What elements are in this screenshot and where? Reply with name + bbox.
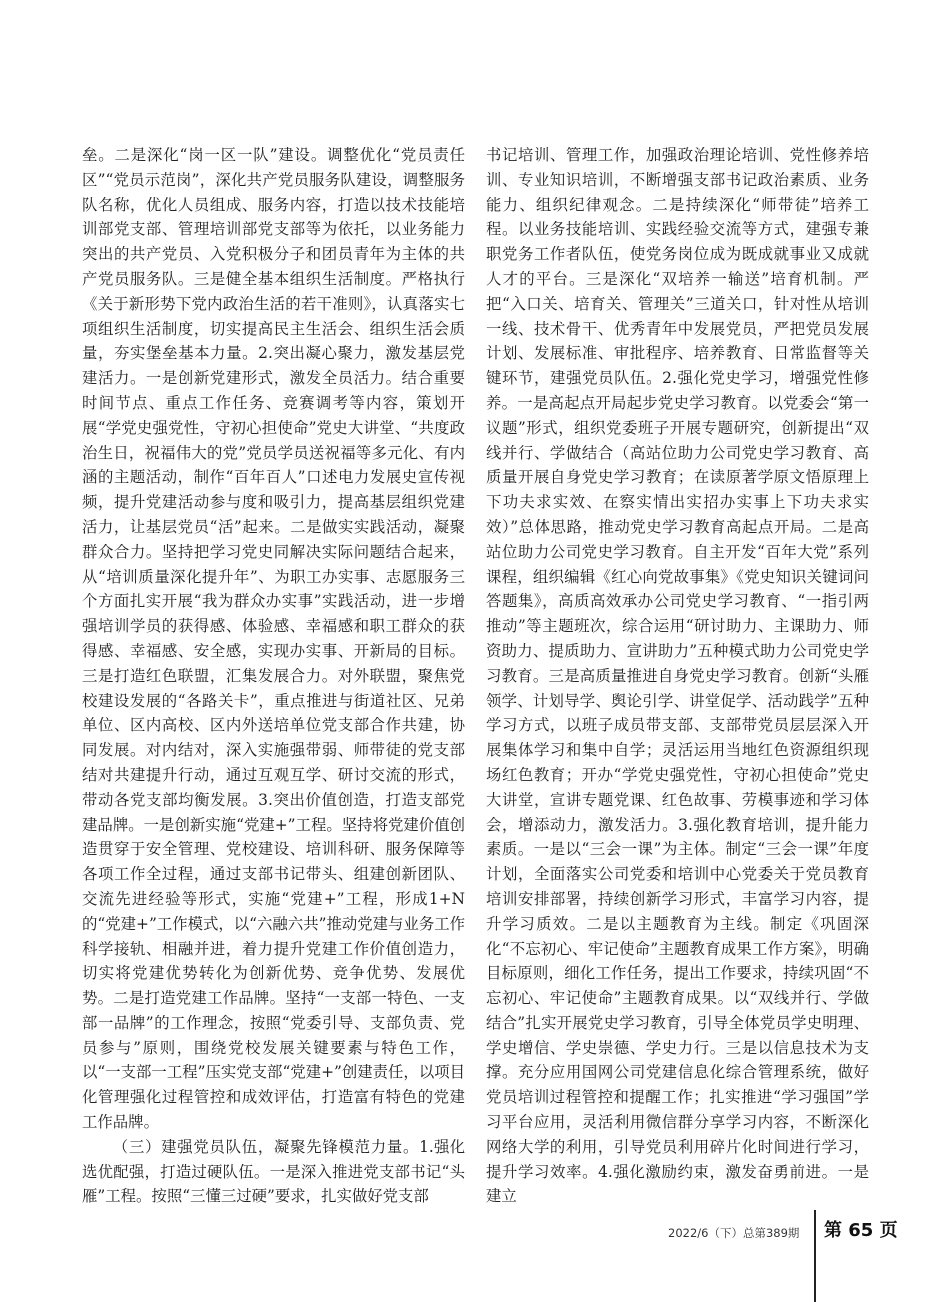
body-paragraph: 垒。二是深化“岗一区一队”建设。调整优化“党员责任区”“党员示范岗”，深化共产党员服务队建设，调整服务队名称，优化人员组成、服务内容，打造以技术技能培训部党支部、管理培训部党支部等为依托，以业务能力突出的共产党员、入党积极分子和团员青年为主体的共产党员服务队。三是健全基本组织生活制度。严格执行《关于新形势下党内政治生活的若干准则》，认真落实七项组织生活制度，切实提高民主生活会、组织生活会质量，夯实堡垒基本力量。2.突出凝心聚力，激发基层党建活力。一是创新党建形式，激发全员活力。结合重要时间节点、重点工作任务、竞赛调考等内容，策划开展“学党史强党性，守初心担使命”党史大讲堂、“共度政治生日，祝福伟大的党”党员学员送祝福等多元化、有内涵的主题活动，制作“百年百人”口述电力发展史宣传视频，提升党建活动参与度和吸引力，提高基层组织党建活力，让基层党员“活”起来。二是做实实践活动，凝聚群众合力。坚持把学习党史同解决实际问题结合起来，从“培训质量深化提升年”、为职工办实事、志愿服务三个方面扎实开展“我为群众办实事”实践活动，进一步增强培训学员的获得感、体验感、幸福感和职工群众的获得感、幸福感、安全感，实现办实事、开新局的目标。三是打造红色联盟，汇集发展合力。对外联盟，聚焦党校建设发展的“各路关卡”，重点推进与街道社区、兄弟单位、区内高校、区内外送培单位党支部合作共建，协同发展。对内结对，深入实施强带弱、师带徒的党支部结对共建提升行动，通过互观互学、研讨交流的形式，带动各党支部均衡发展。3.突出价值创造，打造支部党建品牌。一是创新实施“党建+”工程。坚持将党建价值创造贯穿于安全管理、党校建设、培训科研、服务保障等各项工作全过程，通过支部书记带头、组建创新团队、交流先进经验等形式，实施“党建+”工程，形成1+N的“党建+”工作模式，以“六融六共”推动党建与业务工作科学接轨、相融并进，着力提升党建工作价值创造力，切实将党建优势转化为创新优势、竞争优势、发展优势。二是打造党建工作品牌。坚持“一支部一特色、一支部一品牌”的工作理念，按照“党委引导、支部负责、党员参与”原则，围绕党校发展关键要素与特色工作，以“一支部一工程”压实党支部“党建+”创建责任，以项目化管理强化过程管控和成效评估，打造富有特色的党建工作品牌。 [82,146,465,1132]
body-paragraph: 书记培训、管理工作，加强政治理论培训、党性修养培训、专业知识培训，不断增强支部书记政治素质、业务能力、组织纪律观念。二是持续深化“师带徒”培养工程。以业务技能培训、实践经验交流等方式，建强专兼职党务工作者队伍，使党务岗位成为既成就事业又成就人才的平台。三是深化“双培养一输送”培育机制。严把“入口关、培育关、管理关”三道关口，针对性从培训一线、技术骨干、优秀青年中发展党员，严把党员发展计划、发展标准、审批程序、培养教育、日常监督等关键环节，建强党员队伍。2.强化党史学习，增强党性修养。一是高起点开局起步党史学习教育。以党委会“第一议题”形式，组织党委班子开展专题研究，创新提出“双线并行、学做结合（高站位助力公司党史学习教育、高质量开展自身党史学习教育；在读原著学原文悟原理上下功夫求实效、在察实情出实招办实事上下功夫求实效）”总体思路，推动党史学习教育高起点开局。二是高站位助力公司党史学习教育。自主开发“百年大党”系列课程，组织编辑《红心向党故事集》《党史知识关键词问答题集》，高质高效承办公司党史学习教育、“一指引两推动”等主题班次，综合运用“研讨助力、主课助力、师资助力、提质助力、宣讲助力”五种模式助力公司党史学习教育。三是高质量推进自身党史学习教育。创新“头雁领学、计划导学、舆论引学、讲堂促学、活动践学”五种学习方式，以班子成员带支部、支部带党员层层深入开展集体学习和集中自学；灵活运用当地红色资源组织现场红色教育；开办“学党史强党性，守初心担使命”党史大讲堂，宣讲专题党课、红色故事、劳模事迹和学习体会，增添动力，激发活力。3.强化教育培训，提升能力素质。一是以“三会一课”为主体。制定“三会一课”年度计划，全面落实公司党委和培训中心党委关于党员教育培训安排部署，持续创新学习形式，丰富学习内容，提升学习质效。二是以主题教育为主线。制定《巩固深化“不忘初心、牢记使命”主题教育成果工作方案》，明确目标原则，细化工作任务，提出工作要求，持续巩固“不忘初心、牢记使命”主题教育成果。以“双线并行、学做结合”扎实开展党史学习教育，引导全体党员学史明理、学史增信、学史崇德、学史力行。三是以信息技术为支撑。充分应用国网公司党建信息化综合管理系统，做好党员培训过程管控和提醒工作；扎实推进“学习强国”学习平台应用，灵活利用微信群分享学习内容，不断深化网络大学的利用，引导党员利用碎片化时间进行学习，提升学习效率。4.强化激励约束，激发奋勇前进。一是建立 [486,146,869,1206]
section-heading: （三）建强党员队伍，凝聚先锋模范力量。 [112,1137,420,1156]
right-column [486,143,869,1209]
left-column [82,143,465,1209]
issue-info: 2022/6（下）总第389期 [668,1226,800,1240]
page-number: 第 65 页 [824,1220,898,1241]
page-divider [814,1210,816,1302]
section-body: 1.强化选优配强，打造过硬队伍。一是深入推进党支部书记“头雁”工程。按照“三懂三过硬”要求，扎实做好党支部 [82,1137,465,1206]
section-paragraph [82,1135,465,1209]
